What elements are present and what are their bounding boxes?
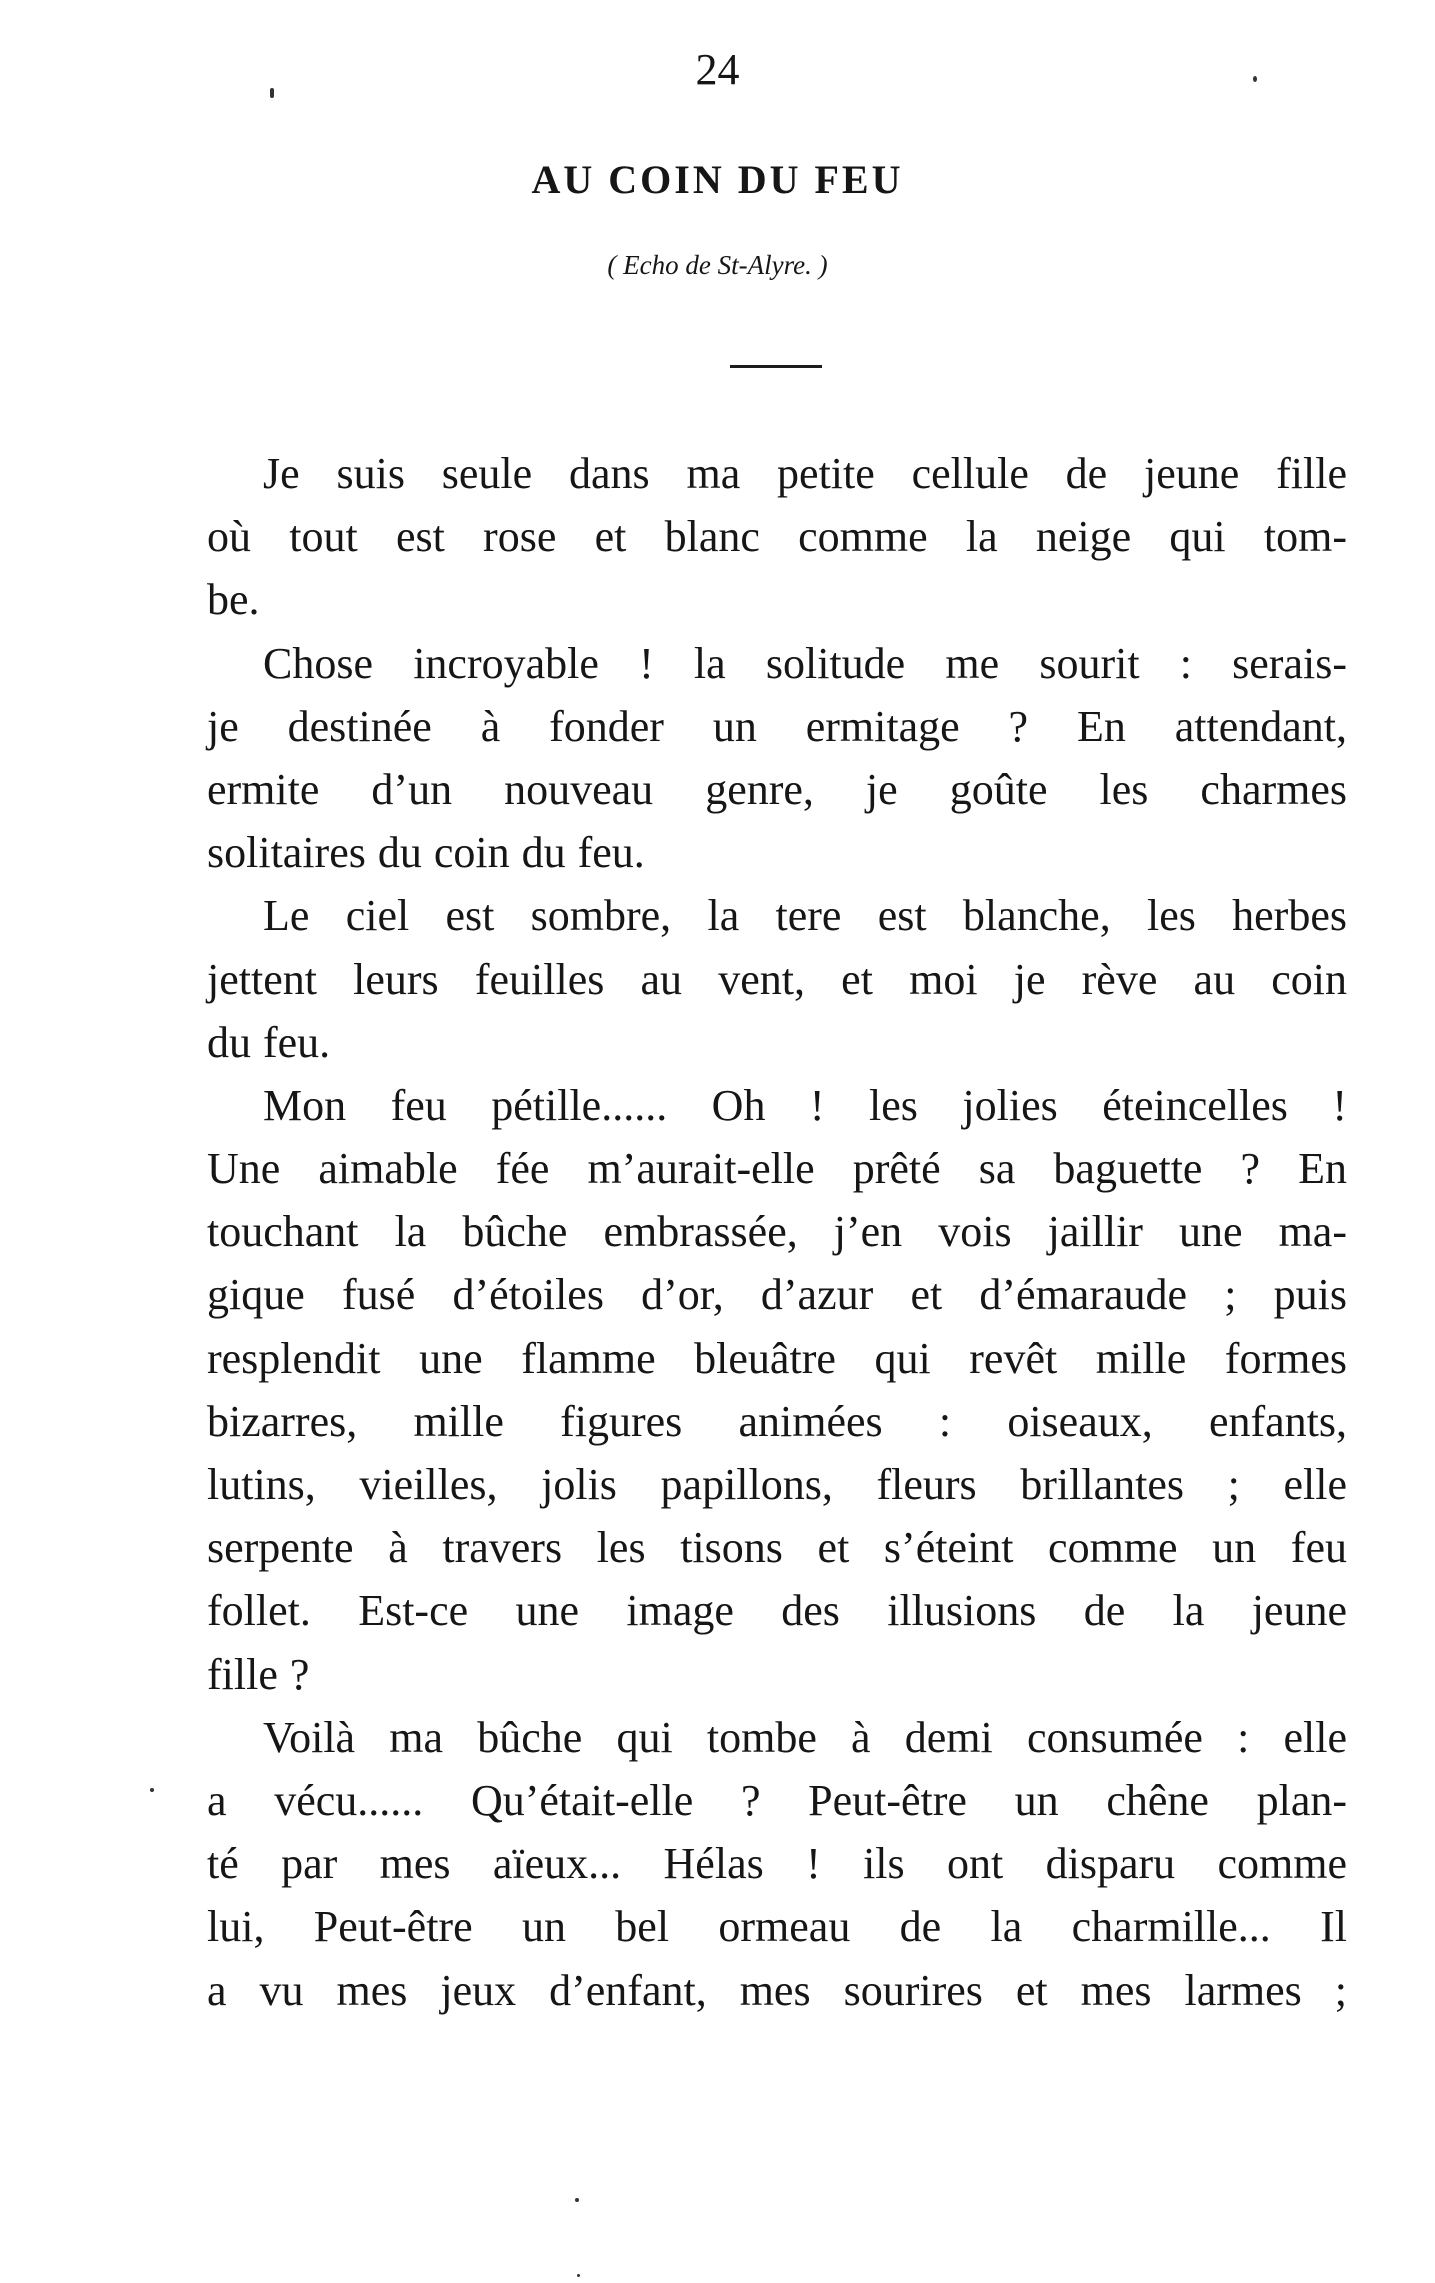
text-line: ermite d’un nouveau genre, je goûte les charmes [207,764,1347,814]
text-line: follet. Est-ce une image des illusions de la jeune [207,1586,1347,1636]
text-line: Je suis seule dans ma petite cellule de jeune fille [263,449,1347,498]
paragraph [207,632,1347,885]
text-line: lui, Peut-être un bel ormeau de la charmille... Il [207,1902,1347,1952]
paragraph [207,1706,1347,2022]
text-line: Chose incroyable ! la solitude me sourit : serais- [263,638,1347,688]
text-line: resplendit une flamme bleuâtre qui revêt mille formes [207,1333,1347,1383]
print-speck [575,2198,579,2202]
text-line: Mon feu pétille...... Oh ! les jolies éteincelles ! [263,1080,1347,1130]
text-line: Une aimable fée m’aurait-elle prêté sa baguette ? En [207,1144,1347,1194]
paragraph [207,884,1347,1074]
text-line: touchant la bûche embrassée, j’en vois jaillir une ma- [207,1207,1347,1257]
text-line: jettent leurs feuilles au vent, et moi je rève au coin [207,954,1347,1004]
print-speck [577,2274,580,2277]
text-line: Voilà ma bûche qui tombe à demi consumée : elle [263,1712,1347,1762]
paragraph [207,442,1347,632]
text-line: fille ? [207,1649,310,1699]
text-line: je destinée à fonder un ermitage ? En attendant, [207,701,1347,751]
body-text [207,442,1347,2022]
text-line: Le ciel est sombre, la tere est blanche, les herbes [263,891,1347,941]
page-number: 24 [695,45,740,94]
page-title: AU COIN DU FEU [531,157,904,202]
title-divider [730,365,822,368]
text-line: be. [207,575,260,625]
text-line: où tout est rose et blanc comme la neige qui tom- [207,512,1347,562]
text-line: gique fusé d’étoiles d’or, d’azur et d’émaraude ; puis [207,1270,1347,1320]
text-line: solitaires du coin du feu. [207,828,645,878]
text-line: lutins, vieilles, jolis papillons, fleurs brillantes ; elle [207,1460,1347,1509]
text-line: du feu. [207,1017,331,1067]
page-subtitle: ( Echo de St-Alyre. ) [607,250,828,280]
text-line: a vu mes jeux d’enfant, mes sourires et mes larmes ; [207,1965,1347,2015]
text-line: té par mes aïeux... Hélas ! ils ont disparu comme [207,1839,1347,1889]
text-line: a vécu...... Qu’était-elle ? Peut-être un chêne plan- [207,1775,1347,1825]
print-speck [150,1788,154,1792]
text-line: serpente à travers les tisons et s’éteint comme un feu [207,1523,1347,1573]
text-line: bizarres, mille figures animées : oiseaux, enfants, [207,1396,1347,1446]
paragraph [207,1074,1347,1706]
